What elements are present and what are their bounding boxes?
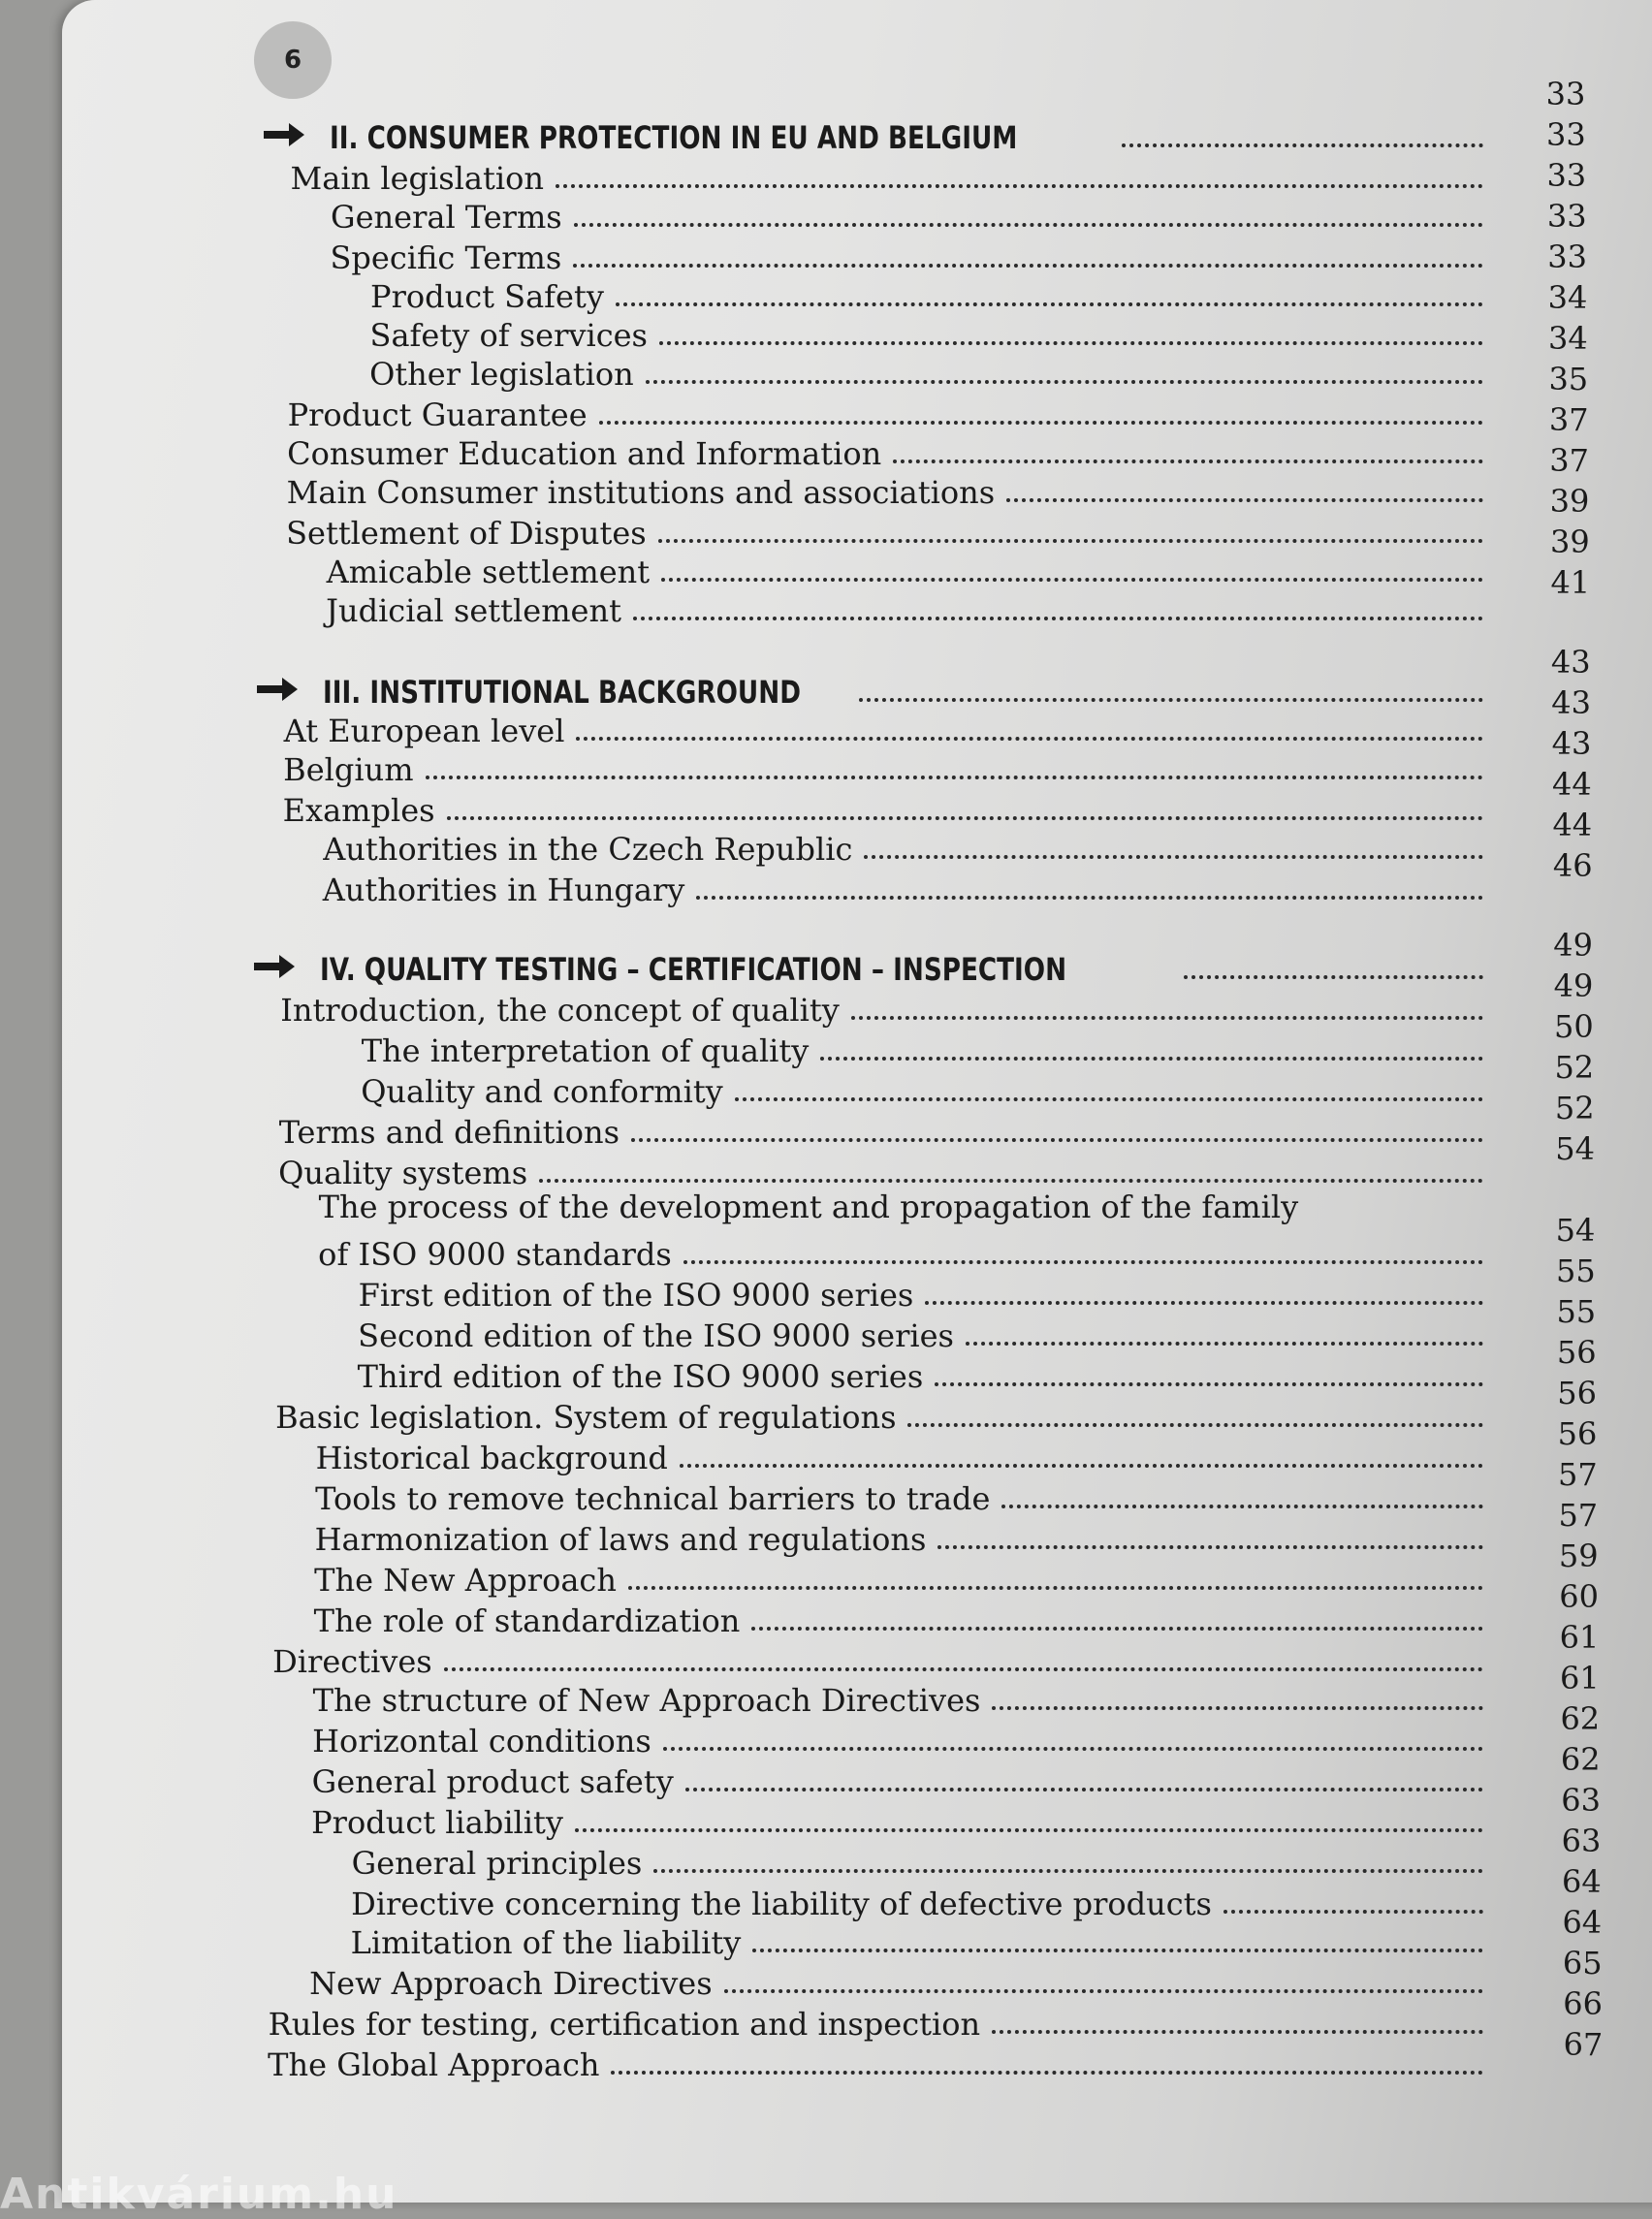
- page-ref: 59: [1558, 1537, 1599, 1574]
- page-ref: 37: [1548, 401, 1589, 438]
- page-ref: 61: [1560, 1660, 1600, 1696]
- page-ref: 37: [1549, 442, 1589, 479]
- leader-dots: [1001, 1505, 1483, 1508]
- leader-dots: [646, 380, 1483, 384]
- entry-title: Quality systems: [278, 1155, 528, 1191]
- toc-entry: [316, 1435, 1483, 1474]
- page-ref: 61: [1559, 1619, 1600, 1656]
- leader-dots: [992, 1706, 1483, 1710]
- page-ref: 33: [1546, 157, 1587, 194]
- toc-entry: [268, 2001, 1483, 2043]
- leader-dots: [653, 1869, 1483, 1873]
- leader-dots: [628, 1586, 1483, 1590]
- toc-entry: [351, 1840, 1483, 1882]
- section-title: II. CONSUMER PROTECTION IN EU AND BELGIUM: [330, 119, 1018, 156]
- page-ref: 33: [1546, 116, 1586, 153]
- leader-dots: [573, 264, 1483, 268]
- toc-entry: [330, 235, 1483, 276]
- page-ref: 63: [1561, 1823, 1602, 1859]
- page-ref: 64: [1562, 1863, 1602, 1900]
- leader-dots: [925, 1301, 1483, 1305]
- page-ref: 35: [1548, 361, 1589, 397]
- leader-dots: [663, 1747, 1483, 1751]
- leader-dots: [907, 1423, 1483, 1427]
- entry-title: General Terms: [331, 199, 562, 236]
- toc-entry: [350, 1919, 1483, 1961]
- toc-entry: [286, 510, 1483, 552]
- page-ref: 49: [1553, 927, 1593, 964]
- page-ref: 43: [1551, 725, 1592, 762]
- toc-entry: [326, 587, 1483, 629]
- page-ref: 33: [1547, 238, 1587, 275]
- page-ref: 44: [1552, 766, 1592, 803]
- leader-dots: [574, 223, 1483, 227]
- toc-entry: [311, 1759, 1483, 1800]
- page-ref: 56: [1557, 1375, 1597, 1411]
- leader-dots: [1184, 975, 1483, 979]
- entry-title: Introduction, the concept of quality: [280, 992, 840, 1029]
- leader-dots: [1006, 498, 1483, 502]
- toc-entry: [369, 312, 1483, 354]
- entry-title: Historical background: [315, 1440, 668, 1476]
- entry-title: The structure of New Approach Directives: [312, 1682, 981, 1719]
- entry-title: Product Guarantee: [287, 396, 588, 433]
- leader-dots: [616, 302, 1483, 306]
- page-ref: 46: [1552, 847, 1593, 884]
- leader-dots: [599, 421, 1483, 425]
- entry-title: Authorities in the Czech Republic: [323, 831, 853, 868]
- entry-title: The New Approach: [314, 1562, 617, 1599]
- entry-title: Rules for testing, certification and inspection: [268, 2006, 981, 2043]
- entry-title: Amicable settlement: [326, 554, 651, 590]
- toc-entry: [331, 194, 1483, 236]
- entry-title: Terms and definitions: [278, 1114, 620, 1151]
- page-ref: 54: [1555, 1212, 1596, 1249]
- leader-dots: [859, 698, 1483, 702]
- toc-entry: [323, 826, 1483, 868]
- leader-dots: [935, 1382, 1483, 1386]
- leader-dots: [680, 1464, 1483, 1468]
- section-title: III. INSTITUTIONAL BACKGROUND: [323, 674, 802, 711]
- toc-entry: [287, 392, 1483, 433]
- watermark: Antikvárium.hu: [0, 2170, 398, 2219]
- page-ref: 44: [1552, 807, 1593, 843]
- toc-entry: [313, 1598, 1483, 1639]
- page-ref: 55: [1556, 1252, 1596, 1289]
- entry-title: Directive concerning the liability of defective products: [351, 1886, 1212, 1922]
- leader-dots: [893, 460, 1483, 463]
- entry-title: Settlement of Disputes: [286, 515, 647, 552]
- page-ref: 52: [1554, 1049, 1595, 1086]
- toc-entry: [361, 1028, 1483, 1069]
- leader-dots: [539, 1179, 1483, 1183]
- page-ref: 41: [1550, 564, 1591, 601]
- entry-title: New Approach Directives: [309, 1965, 713, 2002]
- page-ref: 55: [1556, 1293, 1597, 1330]
- page-ref: 33: [1545, 76, 1586, 112]
- toc-entry: [282, 787, 1483, 829]
- entry-title: The role of standardization: [313, 1602, 741, 1639]
- leader-dots: [966, 1342, 1483, 1346]
- toc-entry: [278, 1150, 1483, 1189]
- page-number: 6: [283, 46, 302, 75]
- page-ref: 66: [1563, 1985, 1603, 2022]
- toc-entry: [283, 708, 1483, 749]
- page-ref: 57: [1558, 1456, 1598, 1493]
- page-ref: 60: [1559, 1578, 1599, 1615]
- entry-title: General product safety: [311, 1763, 674, 1800]
- leader-dots: [1122, 143, 1483, 147]
- entry-title: Other legislation: [369, 356, 634, 393]
- toc-entry: [309, 1960, 1483, 2002]
- entry-title: Examples: [282, 792, 435, 829]
- toc-entry: [287, 430, 1483, 472]
- leader-dots: [683, 1260, 1483, 1264]
- entry-title: Safety of services: [369, 317, 648, 354]
- leader-dots: [752, 1949, 1483, 1952]
- entry-title: Main Consumer institutions and associations: [286, 474, 996, 511]
- leader-dots: [864, 855, 1483, 859]
- page-ref: 54: [1555, 1130, 1595, 1167]
- toc-entry: [290, 155, 1483, 197]
- entry-title: Product Safety: [370, 278, 604, 315]
- entry-title: The interpretation of quality: [361, 1032, 810, 1069]
- page-ref: 49: [1553, 967, 1594, 1004]
- section-title: IV. QUALITY TESTING – CERTIFICATION – INSPECTION: [319, 951, 1066, 988]
- leader-dots: [576, 737, 1483, 741]
- leader-dots: [820, 1057, 1483, 1061]
- page-ref: 34: [1547, 279, 1588, 316]
- arrow-right-icon: [262, 120, 306, 149]
- page-ref: 63: [1561, 1782, 1601, 1819]
- toc-entry: [286, 469, 1483, 511]
- entry-title: Authorities in Hungary: [322, 872, 685, 908]
- toc-entry: [369, 351, 1483, 393]
- entry-title: Tools to remove technical barriers to trade: [315, 1480, 991, 1517]
- entry-title: Horizontal conditions: [312, 1723, 651, 1759]
- entry-title: Product liability: [311, 1804, 563, 1841]
- entry-title: The Global Approach: [268, 2046, 600, 2083]
- entry-title: Directives: [272, 1643, 432, 1680]
- page-ref: 56: [1556, 1334, 1597, 1371]
- toc-entry: [312, 1718, 1483, 1757]
- leader-dots: [611, 2071, 1483, 2075]
- entry-title: Consumer Education and Information: [287, 435, 882, 472]
- page-ref: 43: [1551, 684, 1591, 721]
- entry-title: Quality and conformity: [361, 1073, 723, 1110]
- page-ref: 64: [1562, 1904, 1603, 1941]
- entry-title: Limitation of the liability: [350, 1924, 742, 1961]
- entry-title: Basic legislation. System of regulations: [275, 1399, 897, 1436]
- entry-title: Belgium: [283, 751, 414, 788]
- leader-dots: [1223, 1910, 1483, 1914]
- entry-title: Judicial settlement: [326, 592, 621, 629]
- leader-dots: [751, 1627, 1483, 1631]
- page-ref: 62: [1560, 1700, 1601, 1737]
- leader-dots: [696, 896, 1483, 900]
- toc-entry: [280, 987, 1483, 1029]
- page-ref: 57: [1558, 1497, 1599, 1534]
- toc-entry: [315, 1475, 1483, 1517]
- entry-title: Main legislation: [290, 160, 544, 197]
- leader-dots: [992, 2030, 1483, 2034]
- leader-dots: [851, 1016, 1483, 1020]
- page-ref: 56: [1557, 1415, 1598, 1452]
- leader-dots: [447, 816, 1483, 820]
- leader-dots: [633, 617, 1483, 620]
- toc-entry: [311, 1799, 1483, 1841]
- toc-entry: [312, 1677, 1483, 1719]
- entry-title: At European level: [283, 713, 565, 749]
- entry-title: General principles: [351, 1845, 643, 1882]
- leader-dots: [661, 578, 1483, 582]
- entry-title: First edition of the ISO 9000 series: [358, 1277, 914, 1314]
- leader-dots: [685, 1788, 1483, 1791]
- page-ref: 67: [1563, 2026, 1604, 2063]
- page-ref: 62: [1560, 1741, 1601, 1778]
- toc-entry: [358, 1313, 1483, 1354]
- page-ref: 39: [1550, 523, 1590, 560]
- entry-title: of ISO 9000 standards: [318, 1236, 672, 1273]
- page-ref: 33: [1546, 198, 1587, 235]
- page-ref: 39: [1549, 483, 1590, 520]
- toc-entry: [357, 1353, 1483, 1395]
- toc-entry: [322, 867, 1483, 908]
- leader-dots: [444, 1667, 1483, 1671]
- page-ref: 43: [1550, 644, 1591, 681]
- arrow-right-icon: [252, 952, 297, 981]
- entry-title: Second edition of the ISO 9000 series: [358, 1317, 954, 1354]
- page-ref: 52: [1554, 1090, 1595, 1126]
- toc-entry: [314, 1557, 1483, 1599]
- leader-dots: [426, 776, 1483, 779]
- toc-entry: [326, 549, 1483, 590]
- toc-entry: [275, 1394, 1483, 1436]
- arrow-right-icon: [255, 675, 300, 704]
- toc-entry: [283, 746, 1483, 788]
- leader-dots: [556, 184, 1483, 188]
- toc-entry-wrapped-line: The process of the development and propagation of the family: [318, 1189, 1299, 1225]
- toc-section-heading: [323, 669, 1483, 711]
- page-ref: 34: [1548, 320, 1588, 357]
- toc-entry: [268, 2042, 1483, 2083]
- leader-dots: [658, 539, 1483, 543]
- leader-dots: [937, 1545, 1483, 1549]
- toc-entry: [278, 1109, 1483, 1151]
- page-ref: 65: [1562, 1945, 1603, 1981]
- toc-entry: [361, 1068, 1483, 1110]
- toc-section-heading: [319, 946, 1483, 988]
- toc-entry: [351, 1881, 1483, 1922]
- page-ref: 50: [1554, 1008, 1594, 1045]
- toc-entry: [314, 1516, 1483, 1558]
- toc-entry: [358, 1272, 1483, 1314]
- entry-title: Third edition of the ISO 9000 series: [357, 1358, 924, 1395]
- leader-dots: [631, 1138, 1483, 1142]
- entry-title: Harmonization of laws and regulations: [314, 1521, 927, 1558]
- leader-dots: [724, 1989, 1483, 1993]
- toc-entry: [370, 273, 1483, 315]
- leader-dots: [735, 1097, 1483, 1101]
- leader-dots: [659, 341, 1483, 345]
- toc-entry: [318, 1231, 1483, 1273]
- entry-title: Specific Terms: [330, 239, 562, 276]
- toc-entry: [272, 1638, 1483, 1680]
- toc-section-heading: [330, 114, 1483, 156]
- leader-dots: [575, 1828, 1483, 1832]
